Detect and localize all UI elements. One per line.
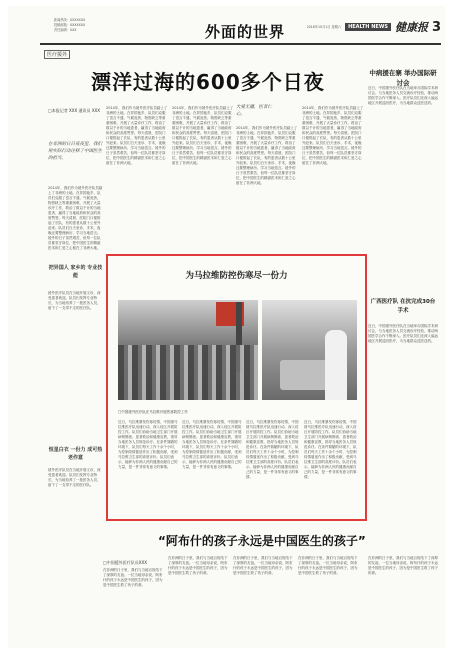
inline-quote: 大爱无疆，医者仁心。	[236, 105, 272, 117]
right-headline-2: 广西医疗队 在抗完成30台手术	[370, 299, 436, 314]
featured-column: 近日，马拉维暴发伤寒疫情，中国援马拉维医疗队迅速行动，深入疫区开展防控工作。队员们协助当地卫生部门开展病例筛查、患者救治和健康宣教，指导当地医务人员规范诊疗。在条件简陋的环境下，队员们每天工作十余个小时，为控制疫情蔓延作出了积极贡献，受到马拉维卫生部的高度评价。队员们表示，能够为非洲人民的健康贡献自己的力量，是一件非常有意义的事情。	[246, 420, 299, 479]
featured-article-box[interactable]	[106, 254, 367, 521]
masthead-line: 投稿邮箱：XXXXXXX	[54, 23, 86, 27]
photo-treatment	[262, 300, 357, 400]
bottom-byline: □中国援外医疗队员XXX	[103, 560, 147, 565]
logo: HEALTH NEWS	[345, 23, 391, 31]
photo-team-flag	[118, 300, 258, 400]
right-column-text: 近日，中国援外医疗队在当地举办国际学术研讨会，与当地医务人员交流诊疗经验，推动两国医学合作不断深入。医疗队员们还深入偏远地区开展巡回医疗，为当地群众送医送药。	[368, 324, 438, 343]
photo-caption: □中国援外医疗队在马拉维开展伤寒防控工作	[118, 410, 188, 414]
masthead-info	[54, 18, 154, 33]
nurse-image	[325, 330, 347, 400]
masthead-line: 新闻热线：XXXXXXX	[54, 18, 86, 22]
flag-icon	[216, 302, 244, 326]
newspaper-page	[8, 6, 445, 648]
left-brief-2: 恒星白衣 一份力 成可热老作意	[48, 447, 103, 461]
bottom-column: 在非洲的日子里，我们与当地百姓结下了深厚的友谊。一位当地母亲说，阿布什的孩子永远是中国医生的孩子，因为是中国医生救了孩子的命。	[368, 556, 438, 575]
right-column-text: 近日，中国援外医疗队在当地举办国际学术研讨会，与当地医务人员交流诊疗经验，推动两国医学合作不断深入。医疗队员们还深入偏远地区开展巡回医疗，为当地群众送医送药。	[368, 86, 438, 105]
left-brief-1: 把异国人 家乡的 专业技能	[48, 265, 103, 279]
featured-column: 近日，马拉维暴发伤寒疫情，中国援马拉维医疗队迅速行动，深入疫区开展防控工作。队员们协助当地卫生部门开展病例筛查、患者救治和健康宣教，指导当地医务人员规范诊疗。在条件简陋的环境下，队员们每天工作十余个小时，为控制疫情蔓延作出了积极贡献，受到马拉维卫生部的高度评价。队员们表示，能够为非洲人民的健康贡献自己的力量，是一件非常有意义的事情。	[118, 420, 178, 469]
main-headline: 漂洋过海的600多个日夜	[91, 70, 325, 94]
article-column: 2014年，我们作为援外医疗队员踏上了非洲的土地。在异国他乡，队员们克服了语言不通、气候炎热、物资缺乏等重重困难，开展了大量诊疗工作，救治了数以千计的当地患者，赢得了当地政府和民众的高度赞誉。每天清晨，医院门口便排起了长队，有的患者从数十公里外赶来。队员们白天坐诊、手术，夜晚还要整理病历、学习当地语言。援外的日子虽然艰苦，但每一位队员都坚守岗位，把中国医生的精湛医术和仁爱之心留在了非洲大地。	[302, 106, 364, 165]
byline: □本报记者 XXX 通讯员 XXX	[48, 108, 101, 113]
featured-column: 近日，马拉维暴发伤寒疫情，中国援马拉维医疗队迅速行动，深入疫区开展防控工作。队员们协助当地卫生部门开展病例筛查、患者救治和健康宣教，指导当地医务人员规范诊疗。在条件简陋的环境下，队员们每天工作十余个小时，为控制疫情蔓延作出了积极贡献，受到马拉维卫生部的高度评价。队员们表示，能够为非洲人民的健康贡献自己的力量，是一件非常有意义的事情。	[304, 420, 357, 479]
bottom-headline: “阿布什的孩子永远是中国医生的孩子”	[158, 534, 366, 548]
bottom-column: 在非洲的日子里，我们与当地百姓结下了深厚的友谊。一位当地母亲说，阿布什的孩子永远是中国医生的孩子，因为是中国医生救了孩子的命。	[233, 556, 293, 575]
featured-column: 近日，马拉维暴发伤寒疫情，中国援马拉维医疗队迅速行动，深入疫区开展防控工作。队员们协助当地卫生部门开展病例筛查、患者救治和健康宣教，指导当地医务人员规范诊疗。在条件简陋的环境下，队员们每天工作十余个小时，为控制疫情蔓延作出了积极贡献，受到马拉维卫生部的高度评价。队员们表示，能够为非洲人民的健康贡献自己的力量，是一件非常有意义的事情。	[182, 420, 242, 469]
right-headline-1: 中病援在寨 举办国际研讨会	[369, 69, 437, 87]
pull-quote: 在非洲的日日夜夜里，我们用实际行动诠释了中国医生的担当。	[48, 142, 102, 161]
bottom-column: 在非洲的日子里，我们与当地百姓结下了深厚的友谊。一位当地母亲说，阿布什的孩子永远是中国医生的孩子，因为是中国医生救了孩子的命。	[298, 556, 358, 575]
left-column-text: 援外医疗队员在当地开展义诊，深受患者欢迎。队员们发挥专业特长，为当地培养了一批医务人员，留下了一支带不走的医疗队。	[48, 468, 101, 487]
crowd-image	[118, 345, 258, 400]
masthead-line: 责任编辑：XXX	[54, 28, 77, 32]
left-column-text: 援外医疗队员在当地开展义诊，深受患者欢迎。队员们发挥专业特长，为当地培养了一批医务人员，留下了一支带不走的医疗队。	[48, 291, 101, 310]
bottom-column: 在非洲的日子里，我们与当地百姓结下了深厚的友谊。一位当地母亲说，阿布什的孩子永远是中国医生的孩子，因为是中国医生救了孩子的命。	[103, 568, 163, 587]
article-column: 2014年，我们作为援外医疗队员踏上了非洲的土地。在异国他乡，队员们克服了语言不通、气候炎热、物资缺乏等重重困难，开展了大量诊疗工作，救治了数以千计的当地患者，赢得了当地政府和民众的高度赞誉。每天清晨，医院门口便排起了长队，有的患者从数十公里外赶来。队员们白天坐诊、手术，夜晚还要整理病历、学习当地语言。援外的日子虽然艰苦，但每一位队员都坚守岗位，把中国医生的精湛医术和仁爱之心留在了非洲大地。	[48, 186, 103, 250]
issue-date: 2016年10月1日 星期六	[306, 24, 342, 29]
page-number: 3	[431, 19, 441, 35]
masthead-rule	[40, 43, 441, 45]
article-column: 2014年，我们作为援外医疗队员踏上了非洲的土地。在异国他乡，队员们克服了语言不通、气候炎热、物资缺乏等重重困难，开展了大量诊疗工作，救治了数以千计的当地患者，赢得了当地政府和民众的高度赞誉。每天清晨，医院门口便排起了长队，有的患者从数十公里外赶来。队员们白天坐诊、手术，夜晚还要整理病历、学习当地语言。援外的日子虽然艰苦，但每一位队员都坚守岗位，把中国医生的精湛医术和仁爱之心留在了非洲大地。	[106, 106, 168, 165]
bottom-column: 在非洲的日子里，我们与当地百姓结下了深厚的友谊。一位当地母亲说，阿布什的孩子永远是中国医生的孩子，因为是中国医生救了孩子的命。	[168, 556, 228, 575]
article-column: 2014年，我们作为援外医疗队员踏上了非洲的土地。在异国他乡，队员们克服了语言不通、气候炎热、物资缺乏等重重困难，开展了大量诊疗工作，救治了数以千计的当地患者，赢得了当地政府和民众的高度赞誉。每天清晨，医院门口便排起了长队，有的患者从数十公里外赶来。队员们白天坐诊、手术，夜晚还要整理病历、学习当地语言。援外的日子虽然艰苦，但每一位队员都坚守岗位，把中国医生的精湛医术和仁爱之心留在了非洲大地。	[172, 106, 234, 165]
article-column: 2014年，我们作为援外医疗队员踏上了非洲的土地。在异国他乡，队员们克服了语言不通、气候炎热、物资缺乏等重重困难，开展了大量诊疗工作，救治了数以千计的当地患者，赢得了当地政府和民众的高度赞誉。每天清晨，医院门口便排起了长队，有的患者从数十公里外赶来。队员们白天坐诊、手术，夜晚还要整理病历、学习当地语言。援外的日子虽然艰苦，但每一位队员都坚守岗位，把中国医生的精湛医术和仁爱之心留在了非洲大地。	[236, 126, 298, 185]
page-title: 外面的世界	[205, 23, 286, 41]
featured-title: 为马拉维防控伤寒尽一份力	[185, 271, 288, 281]
masthead-brand	[307, 19, 441, 35]
section-tag: 医疗援外	[44, 50, 70, 59]
paper-name: 健康报	[394, 21, 428, 34]
